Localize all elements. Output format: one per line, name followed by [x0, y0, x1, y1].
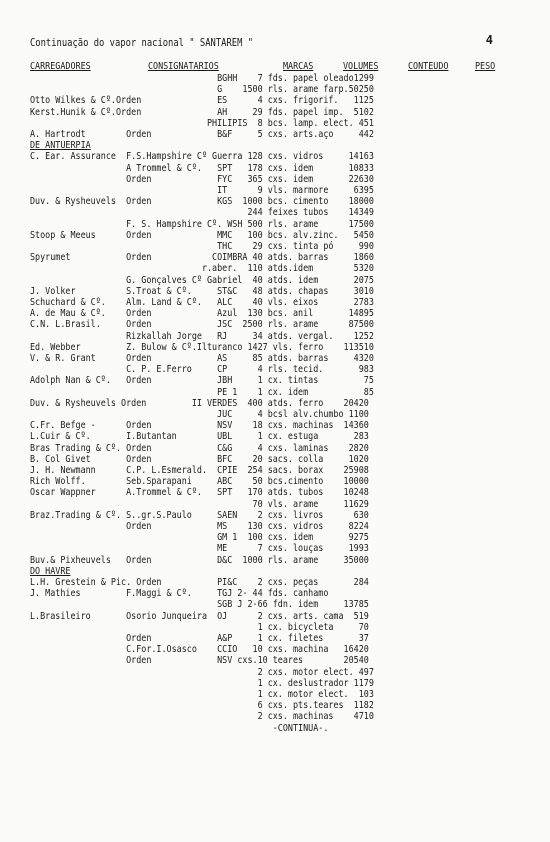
manifest-row: Bras Trading & Cº. Orden C&G 4 cxs. laminas 2820: [30, 442, 369, 454]
manifest-row: Schuchard & Cº. Alm. Land & Cº. ALC 40 vls. eixos 2783: [30, 297, 374, 308]
manifest-row: J. H. Newmann C.P. L.Esmerald. CPIE 254 sacs. borax 25908: [30, 465, 369, 476]
header-peso: PESO: [475, 61, 496, 72]
manifest-row: Orden NSV cxs.10 teares 20540: [30, 655, 369, 667]
header-conteudo: CONTEUDO: [408, 61, 449, 72]
manifest-row: r.aber. 110 atds.idem 5320: [30, 263, 374, 275]
page-number: 4: [485, 33, 493, 47]
manifest-row: Kerst.Hunik & Cº.Orden AH 29 fds. papel imp. 5102: [30, 106, 374, 118]
manifest-row: C. Ear. Assurance F.S.Hampshire Cº Guerra 128 cxs. vidros 14163: [30, 151, 374, 163]
manifest-row: Ed. Webber Z. Bulow & Cº.Ilturanco 1427 vls. ferro 113510: [30, 341, 374, 353]
manifest-row: 2 cxs. motor elect. 497: [30, 666, 374, 678]
manifest-row: 1 cx. deslustrador 1179: [30, 677, 374, 689]
manifest-row: Duv. & Rysheuvels Orden KGS 1000 bcs. cimento 18000: [30, 196, 374, 208]
manifest-row: 244 feixes tubos 14349: [30, 207, 374, 219]
manifest-row: Buv.& Pixheuvels Orden D&C 1000 rls. arame 35000: [30, 554, 369, 566]
manifest-row: L.Cuir & Cº. I.Butantan UBL 1 cx. estuga 283: [30, 431, 369, 443]
manifest-row: A Trommel & Cº. SPT 178 cxs. idem 10833: [30, 162, 374, 174]
manifest-row: Rizkallah Jorge RJ 34 atds. vergal. 1252: [30, 330, 374, 342]
manifest-row: L.H. Grestein & Pic. Orden PI&C 2 cxs. peças 284: [30, 577, 369, 588]
manifest-row: Spyrumet Orden COIMBRA 40 atds. barras 1860: [30, 252, 374, 264]
section-heading: DO HAVRE: [30, 565, 71, 577]
manifest-row: BGHH 7 fds. papel oleado1299: [30, 73, 374, 84]
manifest-row: G 1500 rls. arame farp.50250: [30, 84, 374, 96]
manifest-row: C. P. E.Ferro CP 4 rls. tecid. 983: [30, 364, 374, 376]
header-volumes: VOLUMES: [343, 61, 379, 72]
section-heading: DE ANTUERPIA: [30, 140, 91, 152]
manifest-row: 1 cx. bicycleta 70: [30, 621, 369, 633]
manifest-row: C.For.I.Osasco CCIO 10 cxs. machina 16420: [30, 644, 369, 656]
manifest-row: Stoop & Meeus Orden MMC 100 bcs. alv.zinc. 5450: [30, 229, 374, 241]
manifest-row: Adolph Nan & Cº. Orden JBH 1 cx. tintas 75: [30, 375, 374, 387]
manifest-row: J. Mathies F.Maggi & Cº. TGJ 2- 44 fds. canhamo: [30, 588, 329, 600]
header-consignatarios: CONSIGNATARIOS: [148, 61, 219, 72]
header-carregadores: CARREGADORES: [30, 61, 91, 72]
manifest-row: Orden FYC 365 cxs. idem 22630: [30, 173, 374, 185]
manifest-row: Orden A&P 1 cx. filetes 37: [30, 633, 369, 644]
manifest-row: A. Hartrodt Orden B&F 5 cxs. arts.aço 442: [30, 129, 374, 140]
manifest-row: J. Volker S.Troat & Cº. ST&C 48 atds. chapas 3010: [30, 285, 374, 297]
manifest-row: Orden MS 130 cxs. vidros 8224: [30, 521, 369, 532]
manifest-row: SGB J 2-66 fdn. idem 13785: [30, 599, 369, 611]
manifest-row: THC 29 cxs. tinta pó 990: [30, 241, 374, 252]
manifest-row: G. Gonçalves Cº Gabriel 40 atds. idem 2075: [30, 274, 374, 286]
manifest-row: B. Col Givet Orden BFC 20 sacs. colla 1020: [30, 453, 369, 465]
manifest-row: GM 1 100 cxs. idem 9275: [30, 532, 369, 544]
manifest-row: JUC 4 bcsl alv.chumbo 1100: [30, 409, 369, 420]
manifest-row: 6 cxs. pts.teares 1182: [30, 700, 374, 712]
header-marcas: MARCAS: [283, 61, 314, 72]
manifest-row: Braz.Trading & Cº. S..gr.S.Paulo SAEN 2 cxs. livros 630: [30, 509, 369, 521]
manifest-row: 70 vls. arame 11629: [30, 498, 369, 510]
manifest-row: 2 cxs. machinas 4710: [30, 711, 374, 723]
manifest-row: Oscar Wappner A.Trommel & Cº. SPT 170 atds. tubos 10248: [30, 487, 369, 499]
manifest-row: PHILIPIS 8 bcs. lamp. elect. 451: [30, 117, 374, 129]
page-title: Continuação do vapor nacional " SANTAREM ": [30, 37, 254, 49]
manifest-row: C.N. L.Brasil. Orden JSC 2500 rls. arame 87500: [30, 319, 374, 331]
manifest-row: A. de Mau & Cº. Orden Azul 130 bcs. anil 14895: [30, 308, 374, 320]
manifest-row: IT 9 vls. marmore 6395: [30, 185, 374, 196]
manifest-row: PE 1 1 cx. idem 85: [30, 386, 374, 398]
manifest-row: -CONTINUA-.: [30, 722, 329, 734]
manifest-row: Duv. & Rysheuvels Orden II VERDES 400 atds. ferro 20420: [30, 397, 369, 409]
manifest-row: C.Fr. Befge - Orden NSV 18 cxs. machinas 14360: [30, 420, 369, 432]
manifest-row: L.Brasileiro Osorio Junqueira OJ 2 cxs. arts. cama 519: [30, 610, 369, 622]
manifest-row: Otto Wilkes & Cº.Orden ES 4 cxs. frigorif. 1125: [30, 95, 374, 107]
manifest-row: Rich Wolff. Seb.Sparapani ABC 50 bcs.cimento 10000: [30, 476, 369, 488]
manifest-row: F. S. Hampshire Cº. WSH 500 rls. arame 17500: [30, 218, 374, 230]
manifest-row: V. & R. Grant Orden AS 85 atds. barras 4320: [30, 353, 374, 364]
manifest-row: ME 7 cxs. louças 1993: [30, 543, 369, 555]
manifest-row: 1 cx. motor elect. 103: [30, 689, 374, 700]
